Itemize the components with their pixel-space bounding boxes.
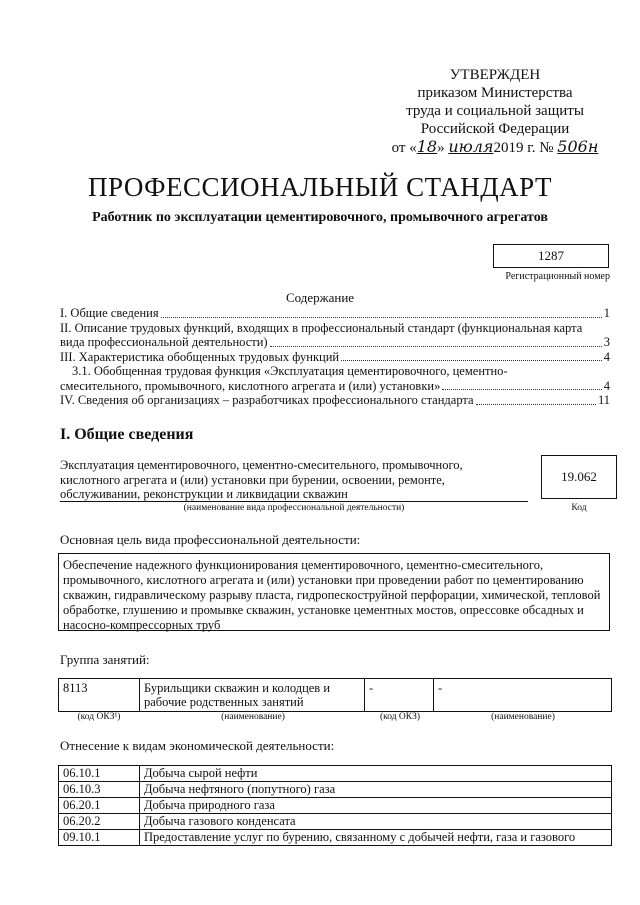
- table-row: [59, 798, 612, 814]
- date-mid: »: [437, 140, 449, 156]
- toc-item[interactable]: 3.1. Обобщенная трудовая функция «Эксплуатация цементировочного, цементно-: [72, 364, 508, 378]
- handwritten-day: 18: [416, 137, 438, 156]
- table-caption: (наименование): [221, 712, 285, 722]
- table-row: [59, 814, 612, 830]
- approval-title: УТВЕРЖДЕН: [449, 67, 541, 83]
- approval-line: Российской Федерации: [420, 121, 570, 137]
- approval-line: труда и социальной защиты: [406, 103, 584, 119]
- okved-name-cell: Предоставление услуг по бурению, связанному с добычей нефти, газа и газового: [140, 830, 612, 846]
- economic-activity-table: [58, 765, 612, 846]
- registration-number-box: 1287: [493, 244, 609, 268]
- okved-code-cell: 06.20.2: [59, 814, 140, 830]
- table-row: [59, 679, 612, 712]
- registration-number-label: Регистрационный номер: [505, 271, 610, 282]
- table-of-contents: [60, 306, 610, 408]
- handwritten-order-number: 506н: [557, 137, 599, 156]
- okved-name-cell: Добыча природного газа: [140, 798, 612, 814]
- occupation-name-cell: -: [434, 679, 612, 712]
- toc-item[interactable]: II. Описание трудовых функций, входящих в профессиональный стандарт (функциональная карта: [60, 320, 583, 335]
- goal-text-box: Обеспечение надежного функционирования цементировочного, цементно-смесительного, промывочного, кислотного агрегата и (или) установки при проведении работ по цементированию скважин, гидравлическому разрыву пласта, гидропескоструйной перфорации, химической, тепловой обработке, глушению и промывке скважин, установке цементных мостов, опрессовке обсадных и насосно-компрессорных труб: [58, 553, 610, 631]
- section-heading: I. Общие сведения: [60, 426, 194, 443]
- table-row: [59, 830, 612, 846]
- divider: [60, 501, 528, 502]
- activity-kind-text: Эксплуатация цементировочного, цементно-смесительного, промывочного, кислотного агрегата и (или) установки при бурении, освоении, ремонте, обслуживании, реконструкции и ликвидации скважин: [60, 458, 463, 501]
- activity-kind-caption: (наименование вида профессиональной деятельности): [183, 503, 405, 513]
- toc-heading: Содержание: [285, 290, 355, 305]
- okved-code-cell: 06.10.3: [59, 782, 140, 798]
- document-subtitle: Работник по эксплуатации цементировочного, промывочного агрегатов: [92, 210, 548, 225]
- okved-name-cell: Добыча нефтяного (попутного) газа: [140, 782, 612, 798]
- approval-block: [380, 66, 610, 157]
- table-caption: (наименование): [491, 712, 555, 722]
- handwritten-month: июля: [448, 137, 494, 156]
- okz-code-cell: -: [365, 679, 434, 712]
- date-prefix: от «: [391, 140, 417, 156]
- okved-code-cell: 09.10.1: [59, 830, 140, 846]
- occupation-name-cell: Бурильщики скважин и колодцев и рабочие родственных занятий: [140, 679, 365, 712]
- occupation-group-table: [58, 678, 612, 712]
- document-title: ПРОФЕССИОНАЛЬНЫЙ СТАНДАРТ: [87, 172, 553, 202]
- date-year: 2019 г. №: [493, 140, 554, 156]
- toc-item[interactable]: вида профессиональной деятельности) 3: [60, 335, 610, 349]
- table-caption: (код ОКЗ¹): [77, 712, 121, 722]
- okved-code-cell: 06.10.1: [59, 766, 140, 782]
- approval-date: [380, 138, 610, 157]
- goal-label: Основная цель вида профессиональной деятельности:: [60, 532, 361, 547]
- toc-item[interactable]: I. Общие сведения 1: [60, 306, 610, 320]
- table-row: [59, 766, 612, 782]
- table-row: [59, 782, 612, 798]
- okved-code-cell: 06.20.1: [59, 798, 140, 814]
- okved-name-cell: Добыча газового конденсата: [140, 814, 612, 830]
- toc-item[interactable]: смесительного, промывочного, кислотного агрегата и (или) установки» 4: [60, 378, 610, 393]
- okz-code-cell: 8113: [59, 679, 140, 712]
- toc-item[interactable]: III. Характеристика обобщенных трудовых функций 4: [60, 349, 610, 364]
- approval-line: приказом Министерства: [417, 85, 573, 101]
- table-caption: (код ОКЗ): [379, 712, 421, 722]
- activity-code-box: 19.062: [541, 455, 617, 499]
- toc-item[interactable]: IV. Сведения об организациях – разработчиках профессионального стандарта 11: [60, 393, 610, 407]
- okved-name-cell: Добыча сырой нефти: [140, 766, 612, 782]
- code-caption: Код: [571, 503, 587, 513]
- occupation-group-label: Группа занятий:: [60, 652, 150, 667]
- economic-activity-label: Отнесение к видам экономической деятельности:: [60, 738, 335, 753]
